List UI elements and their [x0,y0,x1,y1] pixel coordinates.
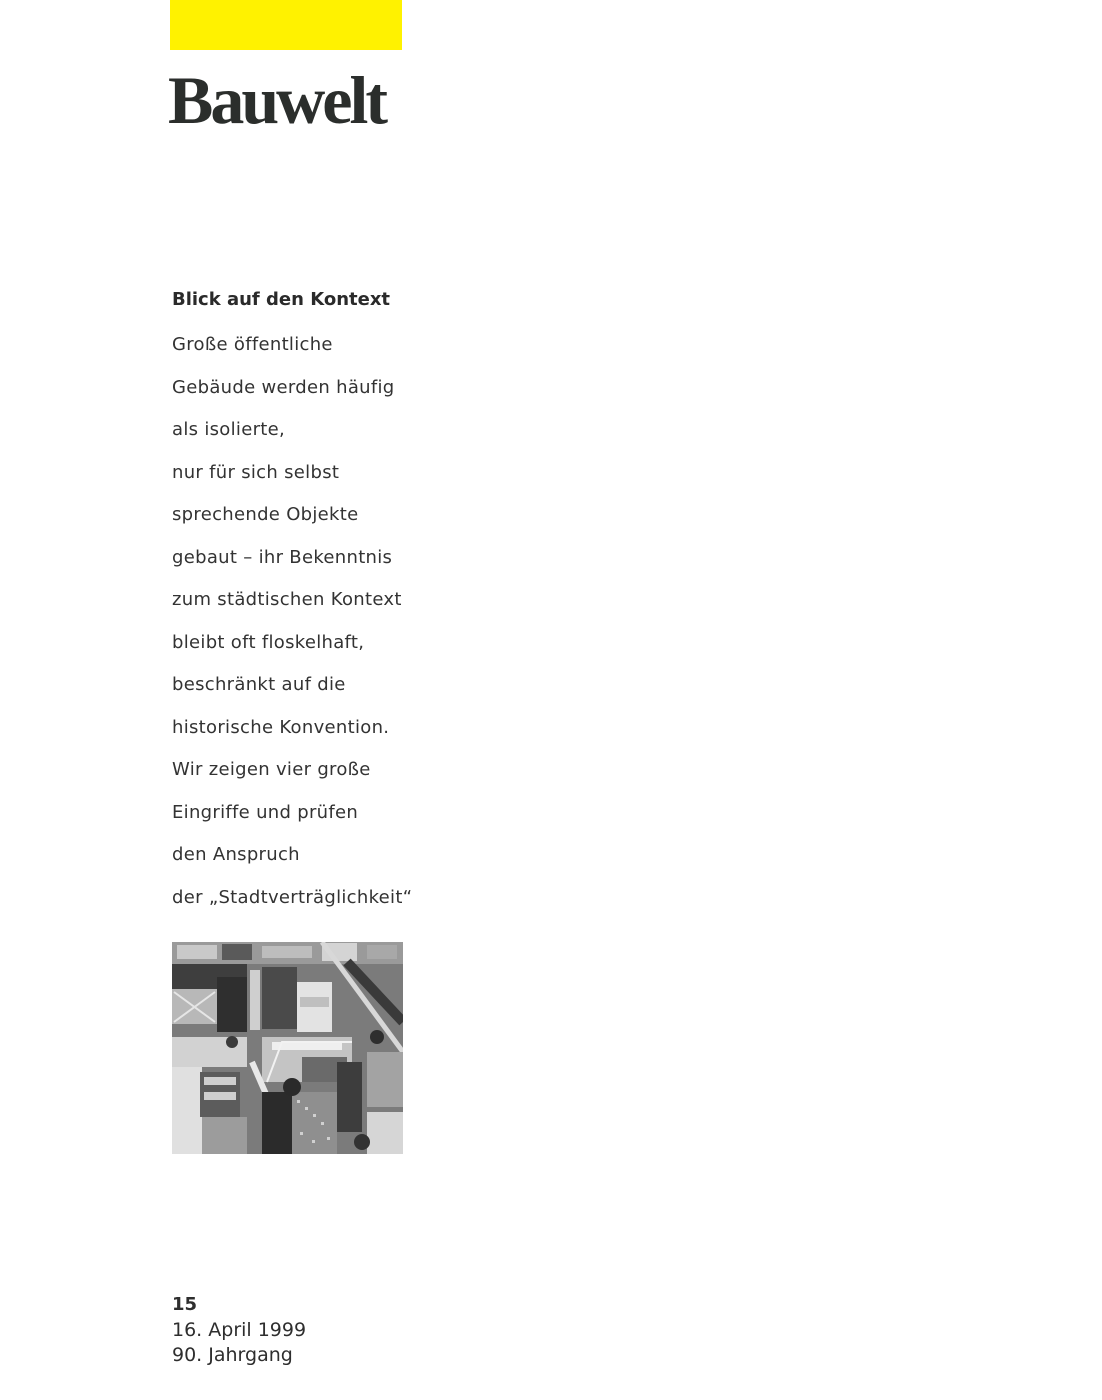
teaser-body [172,324,432,919]
masthead-color-bar [170,0,402,50]
issue-number: 15 [172,1294,198,1315]
issue-date: 16. April 1999 [172,1319,307,1341]
teaser-line: sprechende Objekte [172,504,359,525]
teaser-line: Wir zeigen vier große [172,759,371,780]
cover-teaser [172,282,432,919]
teaser-line: den Anspruch [172,844,300,865]
teaser-line: gebaut – ihr Bekenntnis [172,546,393,568]
teaser-line: historische Konvention. [172,716,390,738]
teaser-line: Große öffentliche [172,334,333,355]
teaser-line: bleibt oft floskelhaft, [172,631,365,653]
teaser-line: nur für sich selbst [172,461,340,483]
teaser-line: Gebäude werden häufig [172,376,395,398]
masthead-logo: Bauwelt [168,62,385,138]
teaser-title: Blick auf den Kontext [172,289,391,310]
aerial-city-photo [172,942,403,1154]
issue-info [172,1292,306,1368]
teaser-line: beschränkt auf die [172,674,346,695]
teaser-line: als isolierte, [172,419,286,440]
issue-volume: 90. Jahrgang [172,1344,293,1366]
teaser-line: Eingriffe und prüfen [172,801,359,823]
teaser-line: der „Stadtverträglichkeit“ [172,886,413,908]
teaser-line: zum städtischen Kontext [172,589,402,610]
